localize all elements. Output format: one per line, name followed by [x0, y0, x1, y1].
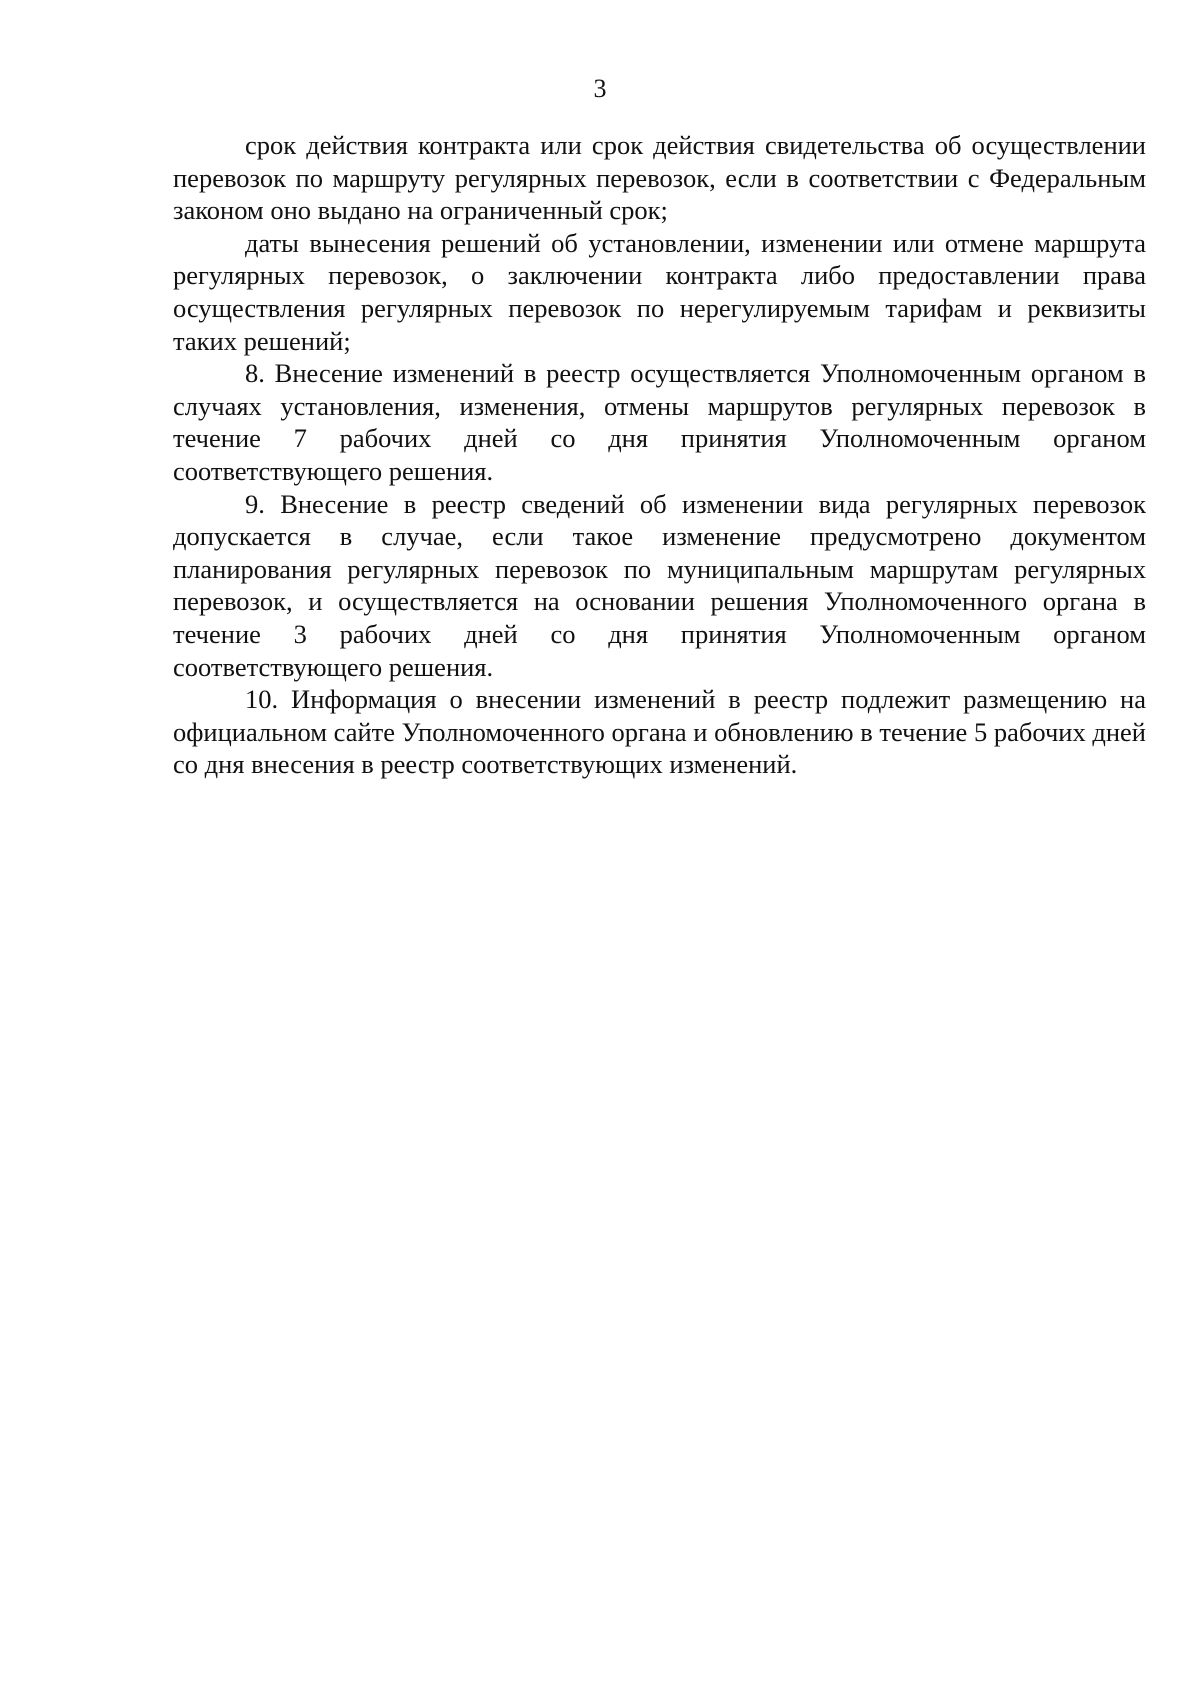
page-number: 3: [593, 74, 607, 103]
paragraph-item-8: 8. Внесение изменений в реестр осуществляется Уполномоченным органом в случаях установления, изменения, отмены маршрутов регулярных перевозок в течение 7 рабочих дней со дня принятия Уполномоченным органом соответствующего решения.: [173, 358, 1146, 486]
paragraph-item-9: 9. Внесение в реестр сведений об изменении вида регулярных перевозок допускается в случае, если такое изменение предусмотрено документом планирования регулярных перевозок по муниципальным маршрутам регулярных перевозок, и осуществляется на основании решения Уполномоченного органа в течение 3 рабочих дней со дня принятия Уполномоченным органом соответствующего решения.: [173, 488, 1146, 682]
paragraph-contract-term: срок действия контракта или срок действия свидетельства об осуществлении перевозок по маршруту регулярных перевозок, если в соответствии с Федеральным законом оно выдано на ограниченный срок;: [173, 130, 1146, 226]
paragraph-item-10: 10. Информация о внесении изменений в реестр подлежит размещению на официальном сайте Уполномоченного органа и обновлению в течение 5 рабочих дней со дня внесения в реестр соответствующих изменений.: [173, 684, 1146, 780]
document-body: [173, 129, 1146, 781]
paragraph-decision-dates: даты вынесения решений об установлении, изменении или отмене маршрута регулярных перевозок, о заключении контракта либо предоставлении права осуществления регулярных перевозок по нерегулируемым тарифам и реквизиты таких решений;: [173, 227, 1146, 356]
